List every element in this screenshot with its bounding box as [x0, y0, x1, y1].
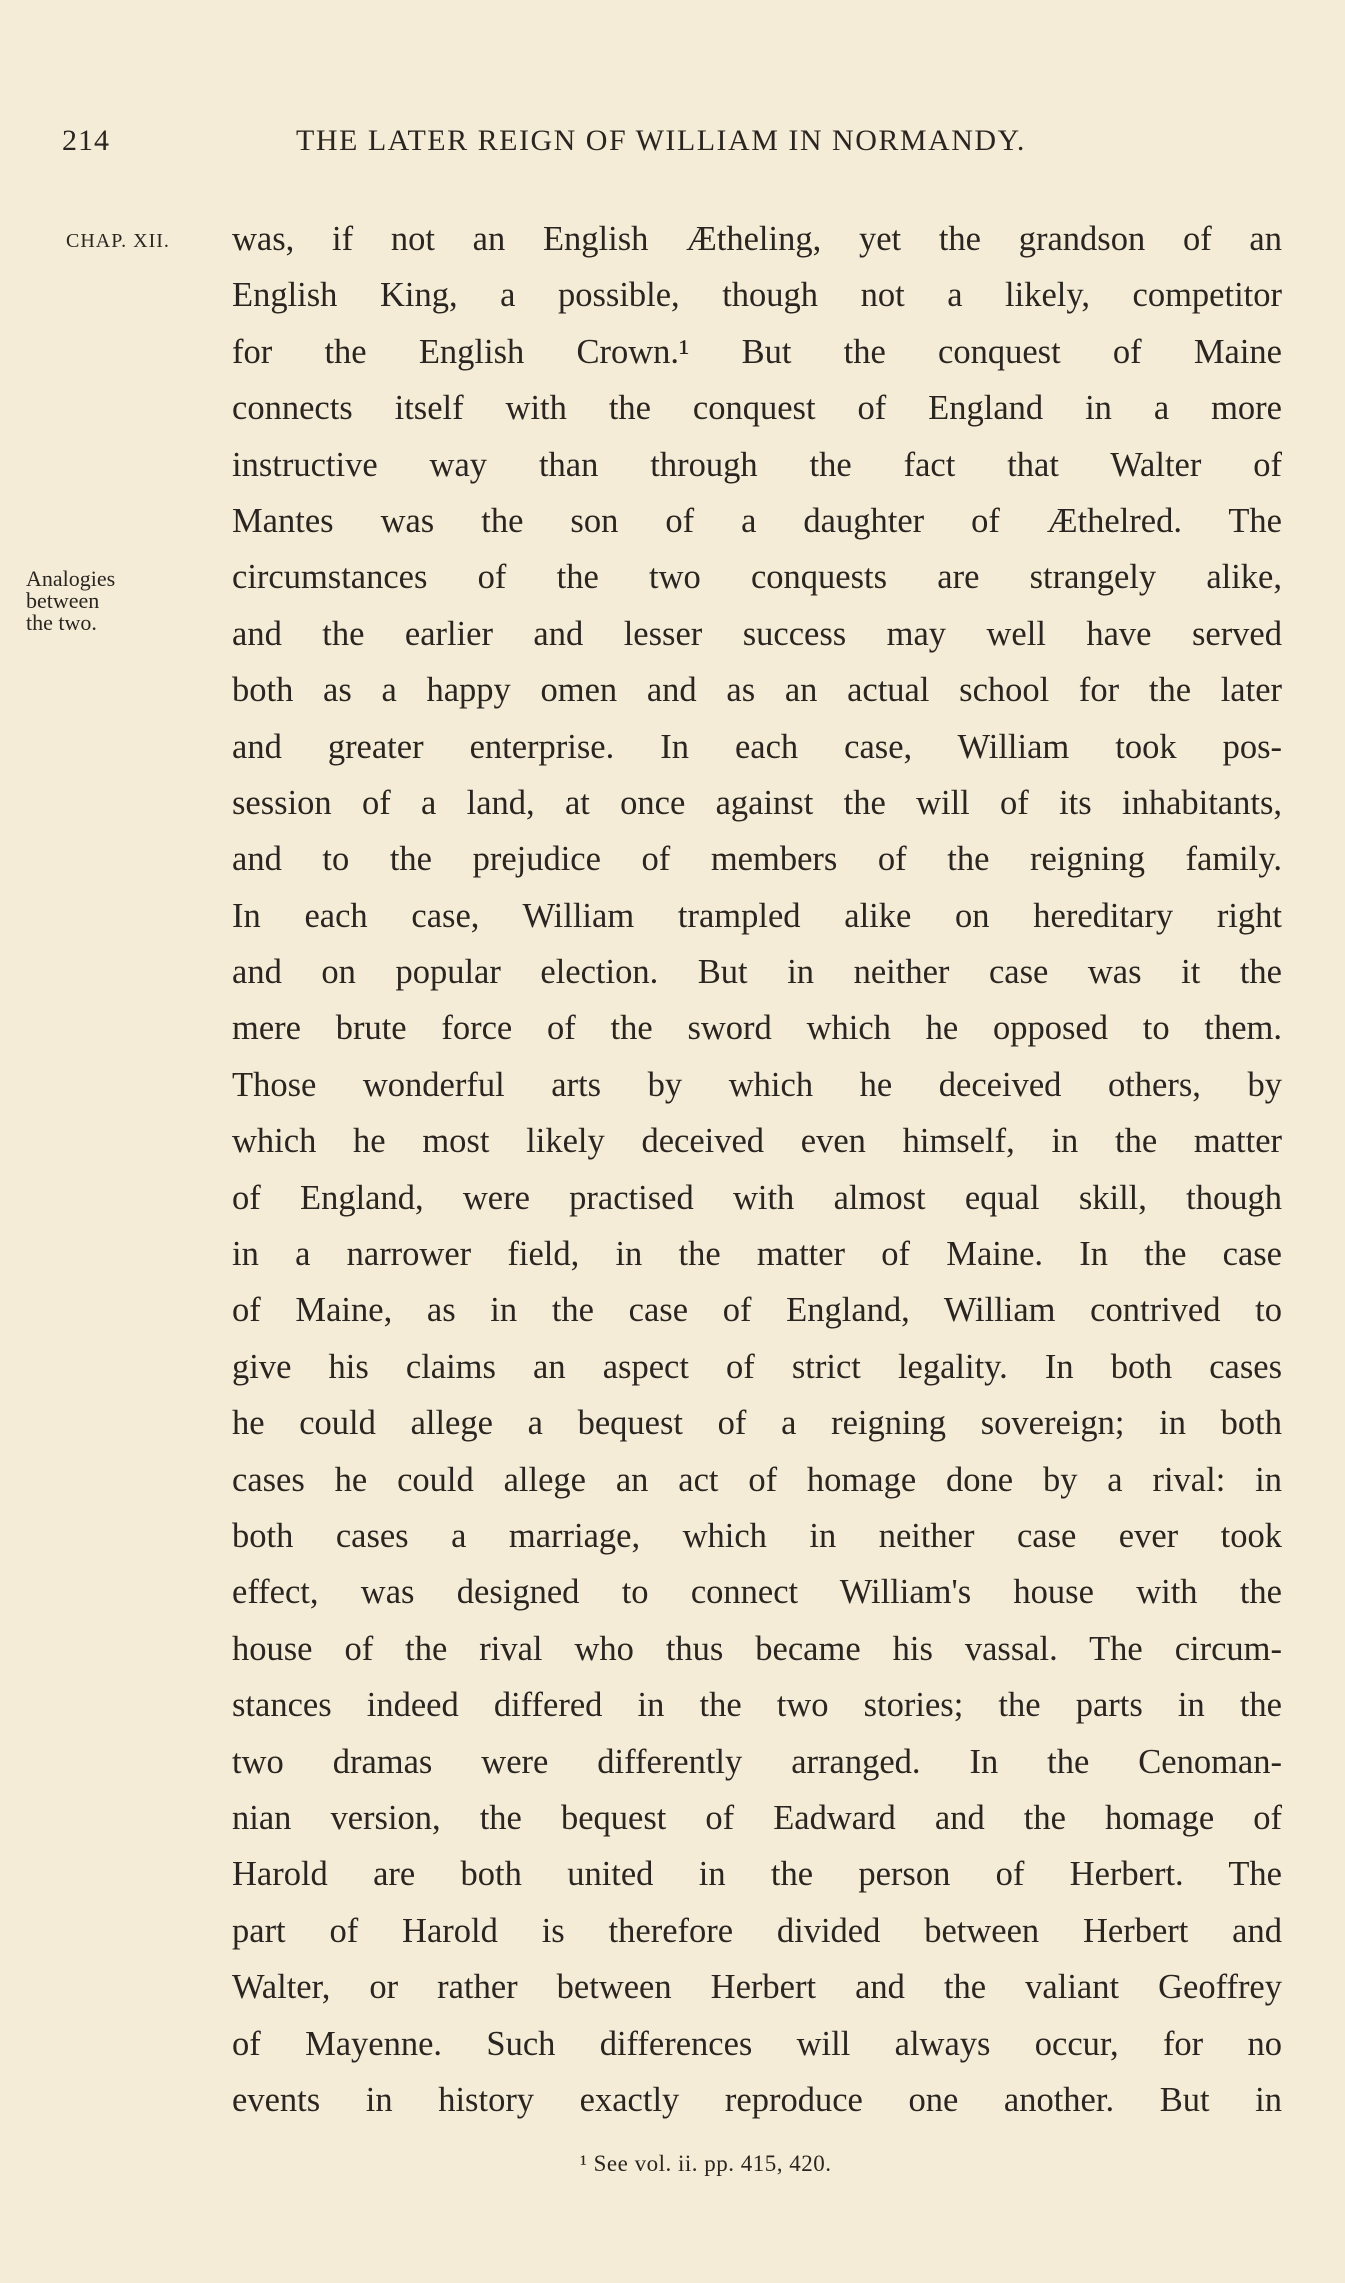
text-line: mere brute force of the sword which he opposed to them.: [232, 1009, 1282, 1048]
sidenote-line: Analogies: [26, 566, 116, 591]
running-head: [62, 124, 1222, 164]
text-line: give his claims an aspect of strict legality. In both cases: [232, 1347, 1282, 1386]
text-line: of Maine, as in the case of England, William contrived to: [232, 1291, 1282, 1330]
text-line: nian version, the bequest of Eadward and the homage of: [232, 1798, 1282, 1837]
text-line: he could allege a bequest of a reigning sovereign; in both: [232, 1404, 1282, 1443]
text-line: connects itself with the conquest of England in a more: [232, 389, 1282, 428]
sidenote-line: the two.: [26, 610, 97, 635]
footnote: ¹ See vol. ii. pp. 415, 420.: [580, 2151, 832, 2176]
margin-sidenote: [26, 568, 206, 634]
text-line: stances indeed differed in the two stories; the parts in the: [232, 1686, 1282, 1725]
text-line: for the English Crown.¹ But the conquest of Maine: [232, 332, 1282, 371]
text-line: of England, were practised with almost equal skill, though: [232, 1178, 1282, 1217]
text-line: circumstances of the two conquests are strangely alike,: [232, 558, 1282, 597]
text-line: Mantes was the son of a daughter of Æthelred. The: [232, 501, 1282, 540]
text-line: events in history exactly reproduce one another. But in: [232, 2080, 1282, 2119]
text-line: cases he could allege an act of homage done by a rival: in: [232, 1460, 1282, 1499]
text-line: English King, a possible, though not a likely, competitor: [232, 276, 1282, 315]
page-number: 214: [62, 124, 110, 157]
text-line: both as a happy omen and as an actual school for the later: [232, 671, 1282, 710]
text-line: of Mayenne. Such differences will always occur, for no: [232, 2024, 1282, 2063]
text-line: instructive way than through the fact that Walter of: [232, 445, 1282, 484]
text-line: in a narrower field, in the matter of Maine. In the case: [232, 1235, 1282, 1274]
text-line: both cases a marriage, which in neither case ever took: [232, 1516, 1282, 1555]
chapter-label: CHAP. XII.: [66, 230, 170, 252]
sidenote-line: between: [26, 588, 100, 613]
text-line: and on popular election. But in neither case was it the: [232, 953, 1282, 992]
text-line: Harold are both united in the person of Herbert. The: [232, 1855, 1282, 1894]
text-line: two dramas were differently arranged. In the Cenoman-: [232, 1742, 1282, 1781]
text-line: part of Harold is therefore divided between Herbert and: [232, 1911, 1282, 1950]
text-line: was, if not an English Ætheling, yet the grandson of an: [232, 220, 1282, 258]
text-line: Walter, or rather between Herbert and the valiant Geoffrey: [232, 1968, 1282, 2007]
text-line: which he most likely deceived even himself, in the matter: [232, 1122, 1282, 1161]
text-line: house of the rival who thus became his vassal. The circum-: [232, 1629, 1282, 1668]
text-line: In each case, William trampled alike on hereditary right: [232, 896, 1282, 935]
body-text: [232, 211, 1282, 2128]
text-line: and the earlier and lesser success may well have served: [232, 614, 1282, 653]
running-title: THE LATER REIGN OF WILLIAM IN NORMANDY.: [296, 124, 1026, 157]
text-line: and greater enterprise. In each case, William took pos-: [232, 727, 1282, 766]
text-line: session of a land, at once against the will of its inhabitants,: [232, 783, 1282, 822]
text-line: effect, was designed to connect William's house with the: [232, 1573, 1282, 1612]
text-line: Those wonderful arts by which he deceived others, by: [232, 1065, 1282, 1104]
text-line: and to the prejudice of members of the reigning family.: [232, 840, 1282, 879]
